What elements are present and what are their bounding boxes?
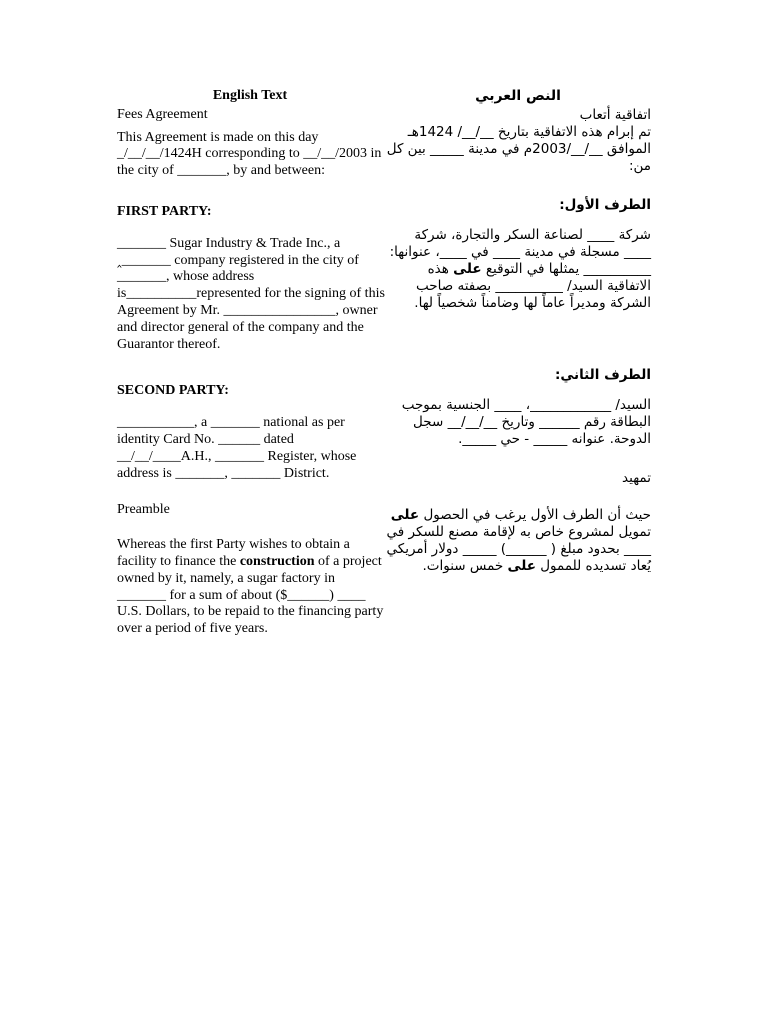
english-preamble-label: Preamble xyxy=(117,502,170,518)
english-column xyxy=(117,88,385,638)
arabic-first-party-label: الطرف الأول: xyxy=(559,197,651,213)
arabic-first-party-paragraph: شركة ____ لصناعة السكر والتجارة، شركة ____ مسجلة في مدينة ____ في ____، عنوانها: __________ يمثلها في التوقيع على هذه الاتفاقية السيد/ __________ بصفته صاحب الشركة ومديراً عاماً لها وضامناً شخصياً لها. xyxy=(389,227,651,311)
english-preamble-paragraph: Whereas the first Party wishes to obtain a facility to finance the construction of a project owned by it, namely, a sugar factory in _______ for a sum of about ($______) ____ U.S. Dollars, to be repaid to the financing party over a period of five years. xyxy=(117,537,384,637)
arabic-column xyxy=(385,88,651,575)
arabic-agreement-title: اتفاقية أتعاب xyxy=(579,107,651,123)
english-first-party-paragraph: _______ Sugar Industry & Trade Inc., a ‸_______ company registered in the city of _______, whose address is__________represented for the signing of this Agreement by Mr. ________________, owner and director general of the company and the Guarantor thereof. xyxy=(117,235,385,352)
english-second-party-paragraph: ___________, a _______ national as per identity Card No. ______ dated __/__/____A.H., _______ Register, whose address is _______, _______ District. xyxy=(117,415,357,481)
english-second-party-label: SECOND PARTY: xyxy=(117,383,229,399)
english-agreement-title: Fees Agreement xyxy=(117,106,208,122)
arabic-second-party-label: الطرف الثاني: xyxy=(554,367,651,383)
arabic-preamble-paragraph: حيث أن الطرف الأول يرغب في الحصول على تمويل لمشروع خاص به لإقامة مصنع للسكر في ____ بحدود مبلغ ( ______) _____ دولار أمريكي يُعاد تسديده للممول على خمس سنوات. xyxy=(386,507,651,574)
arabic-second-party-paragraph: السيد/ ____________، ____ الجنسية بموجب البطاقة رقم ______ وتاريخ __/__/__ سجل الدوحة. عنوانه _____ - حي _____. xyxy=(401,397,651,447)
english-intro-paragraph: This Agreement is made on this day _/__/__/1424H corresponding to __/__/2003 in the city of _______, by and between: xyxy=(117,129,382,179)
arabic-intro-paragraph: تم إبرام هذه الاتفاقية بتاريخ __/__/ 1424هـ الموافق __/__/2003م في مدينة _____ بين كل من: xyxy=(386,124,651,174)
arabic-heading: النص العربي xyxy=(475,88,561,104)
english-first-party-label: FIRST PARTY: xyxy=(117,203,212,219)
english-heading: English Text xyxy=(212,88,288,103)
arabic-preamble-label: تمهيد xyxy=(622,470,651,486)
